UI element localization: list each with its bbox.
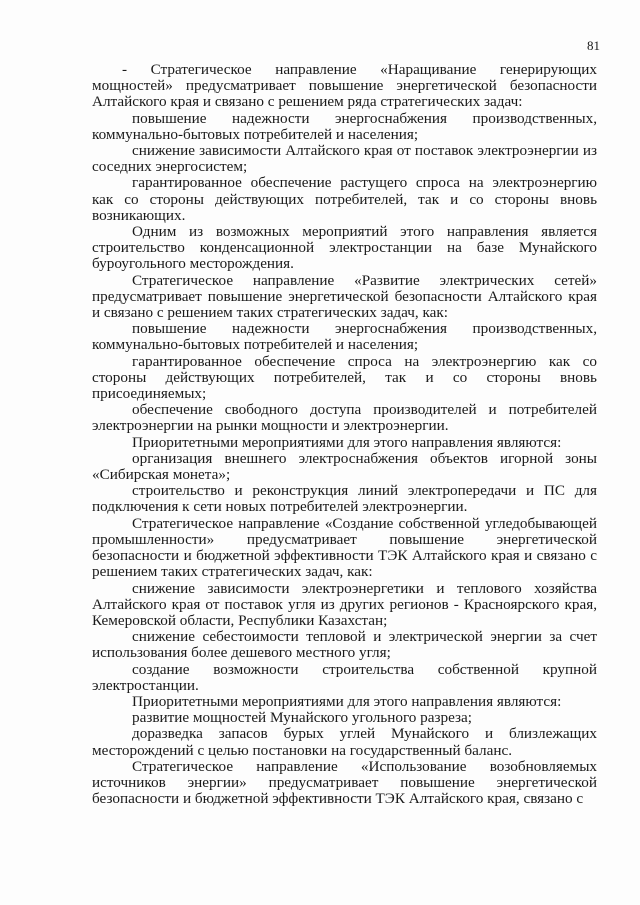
document-body (92, 62, 597, 807)
paragraph: - Стратегическое направление «Наращивание генерирующих мощностей» предусматривает повышение энергетической безопасности Алтайского края и связано с решением ряда стратегических задач: (92, 61, 597, 111)
paragraph: Приоритетными мероприятиями для этого направления являются: (132, 692, 562, 710)
paragraph: развитие мощностей Мунайского угольного разреза; (132, 709, 472, 727)
paragraph: Стратегическое направление «Развитие электрических сетей» предусматривает повышение энергетической безопасности Алтайского края и связано с решением таких стратегических задач, как: (92, 271, 597, 322)
paragraph: обеспечение свободного доступа производителей и потребителей электроэнергии на рынки мощности и электроэнергии. (92, 401, 597, 435)
paragraph: создание возможности строительства собственной крупной электростанции. (92, 660, 597, 694)
paragraph: Стратегическое направление «Использование возобновляемых источников энергии» предусматривает повышение энергетической безопасности и бюджетной эффективности ТЭК Алтайского края, связано с (92, 757, 597, 808)
paragraph: снижение себестоимости тепловой и электрической энергии за счет использования более дешевого местного угля; (92, 628, 597, 662)
paragraph: строительство и реконструкция линий электропередачи и ПС для подключения к сети новых потребителей электроэнергии. (92, 482, 597, 516)
paragraph: доразведка запасов бурых углей Мунайского и близлежащих месторождений с целью постановки на государственный баланс. (92, 725, 597, 759)
paragraph: гарантированное обеспечение спроса на электроэнергию как со стороны действующих потребителей, так и со стороны вновь присоединяемых; (92, 352, 597, 403)
paragraph: снижение зависимости Алтайского края от поставок электроэнергии из соседних энергосистем; (92, 142, 597, 176)
paragraph: организация внешнего электроснабжения объектов игорной зоны «Сибирская монета»; (92, 449, 597, 484)
paragraph: повышение надежности энергоснабжения производственных, коммунально-бытовых потребителей и населения; (92, 109, 597, 143)
page-number: 81 (587, 38, 600, 53)
paragraph: гарантированное обеспечение растущего спроса на электроэнергию как со стороны действующих потребителей, так и со стороны вновь возникающих. (92, 174, 597, 224)
paragraph: Одним из возможных мероприятий этого направления является строительство конденсационной электростанции на базе Мунайского буроугольного месторождения. (92, 223, 597, 273)
paragraph: Стратегическое направление «Создание собственной угледобывающей промышленности» предусматривает повышение энергетической безопасности и бюджетной эффективности ТЭК Алтайского края и связано с решением таких стратегических задач, как: (92, 514, 597, 581)
paragraph: Приоритетными мероприятиями для этого направления являются: (132, 433, 562, 451)
paragraph: повышение надежности энергоснабжения производственных, коммунально-бытовых потребителей и населения; (92, 320, 597, 354)
paragraph: снижение зависимости электроэнергетики и теплового хозяйства Алтайского края от поставок угля из других регионов - Красноярского края, Кемеровской области, Республики Казахстан; (92, 579, 597, 629)
